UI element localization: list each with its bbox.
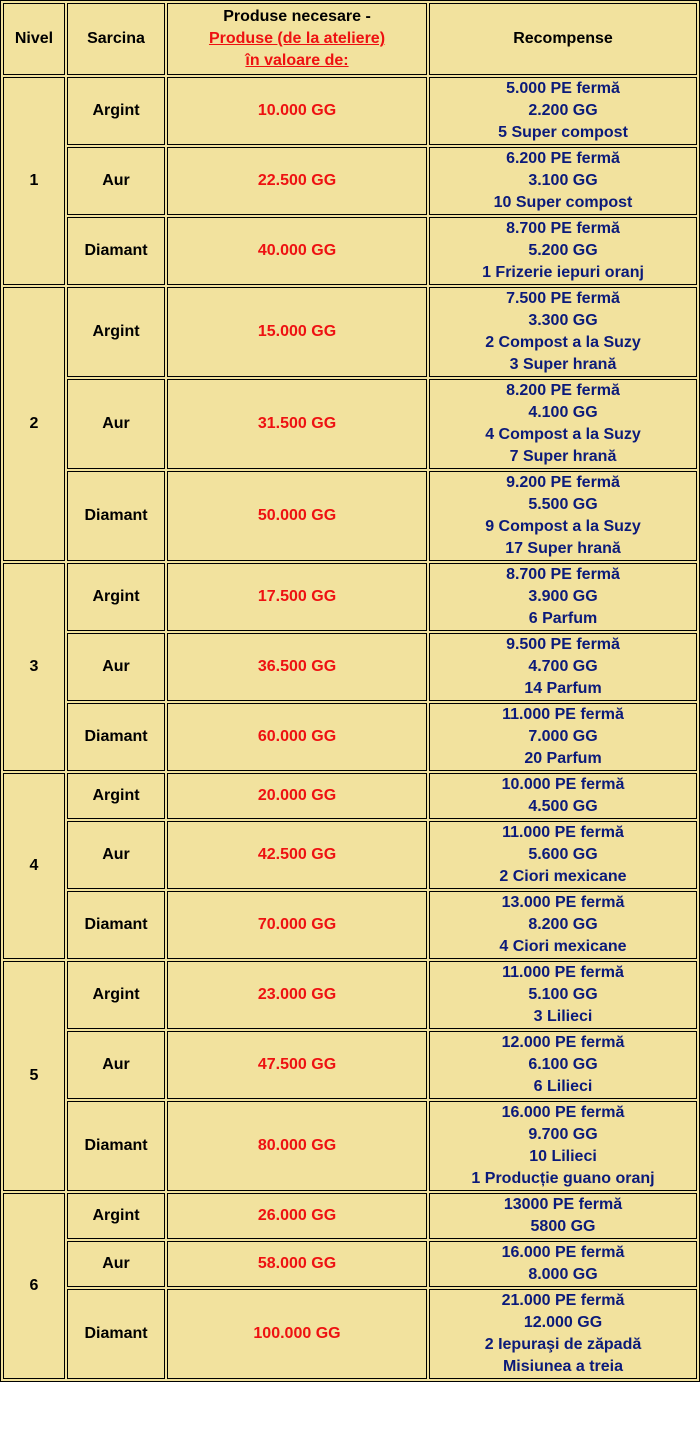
- reward-line: 5.500 GG: [528, 496, 598, 513]
- reward-line: 8.700 PE fermă: [506, 220, 620, 237]
- reward-line: 13000 PE fermă: [503, 1196, 623, 1213]
- reward-line: 8.200 PE fermă: [506, 382, 620, 399]
- table-row: [3, 77, 697, 145]
- required-value-cell: 58.000 GG: [167, 1241, 427, 1287]
- table-row: [3, 1193, 697, 1239]
- reward-line: 3.300 GG: [528, 312, 598, 329]
- task-cell: Aur: [67, 147, 165, 215]
- reward-line: 5.100 GG: [528, 986, 598, 1003]
- reward-line: 9.200 PE fermă: [506, 474, 620, 491]
- reward-line: 1 Producție guano oranj: [471, 1170, 655, 1187]
- reward-line: 1 Frizerie iepuri oranj: [482, 264, 644, 281]
- required-value-cell: 26.000 GG: [167, 1193, 427, 1239]
- reward-line: 6.200 PE fermă: [506, 150, 620, 167]
- rewards-cell: [429, 563, 697, 631]
- reward-line: 7.000 GG: [528, 728, 598, 745]
- level-cell: 5: [3, 961, 65, 1191]
- reward-line: 10.000 PE fermă: [501, 776, 625, 793]
- reward-line: 3 Lilieci: [533, 1008, 593, 1025]
- reward-line: 5.200 GG: [528, 242, 598, 259]
- required-value-cell: 22.500 GG: [167, 147, 427, 215]
- task-cell: Diamant: [67, 1101, 165, 1191]
- reward-line: 10 Super compost: [493, 194, 633, 211]
- reward-line: 14 Parfum: [524, 680, 602, 697]
- rewards-cell: [429, 961, 697, 1029]
- reward-line: 8.700 PE fermă: [506, 566, 620, 583]
- reward-line: 11.000 PE fermă: [502, 964, 624, 981]
- reward-line: 10 Lilieci: [529, 1148, 597, 1165]
- reward-line: 6 Lilieci: [533, 1078, 593, 1095]
- required-value-cell: 23.000 GG: [167, 961, 427, 1029]
- header-nivel: Nivel: [3, 3, 65, 75]
- table-row: [3, 287, 697, 377]
- task-cell: Aur: [67, 821, 165, 889]
- task-cell: Diamant: [67, 703, 165, 771]
- rewards-cell: [429, 379, 697, 469]
- header-recompense: Recompense: [429, 3, 697, 75]
- table-row: [3, 147, 697, 215]
- rewards-cell: [429, 287, 697, 377]
- reward-line: Misiunea a treia: [502, 1358, 624, 1375]
- required-value-cell: 36.500 GG: [167, 633, 427, 701]
- required-value-cell: 31.500 GG: [167, 379, 427, 469]
- reward-line: 9 Compost a la Suzy: [485, 518, 641, 535]
- table-row: [3, 703, 697, 771]
- required-value-cell: 50.000 GG: [167, 471, 427, 561]
- rewards-cell: [429, 633, 697, 701]
- task-cell: Argint: [67, 961, 165, 1029]
- reward-line: 13.000 PE fermă: [501, 894, 625, 911]
- task-cell: Argint: [67, 773, 165, 819]
- rewards-cell: [429, 77, 697, 145]
- rewards-cell: [429, 1101, 697, 1191]
- table-row: [3, 217, 697, 285]
- task-cell: Diamant: [67, 217, 165, 285]
- required-value-cell: 60.000 GG: [167, 703, 427, 771]
- header-produse-title: Produse necesare -: [223, 8, 371, 25]
- reward-line: 5.600 GG: [528, 846, 598, 863]
- reward-line: 8.000 GG: [528, 1266, 598, 1283]
- rewards-cell: [429, 703, 697, 771]
- reward-line: 20 Parfum: [524, 750, 602, 767]
- level-cell: 6: [3, 1193, 65, 1379]
- required-value-cell: 42.500 GG: [167, 821, 427, 889]
- rewards-cell: [429, 1193, 697, 1239]
- required-value-cell: 40.000 GG: [167, 217, 427, 285]
- rewards-cell: [429, 471, 697, 561]
- table-row: [3, 471, 697, 561]
- reward-line: 6.100 GG: [528, 1056, 598, 1073]
- reward-line: 4.700 GG: [528, 658, 598, 675]
- header-row: [3, 3, 697, 75]
- table-row: [3, 891, 697, 959]
- task-cell: Argint: [67, 1193, 165, 1239]
- reward-line: 2.200 GG: [528, 102, 598, 119]
- required-value-cell: 70.000 GG: [167, 891, 427, 959]
- reward-line: 21.000 PE fermă: [501, 1292, 625, 1309]
- reward-line: 16.000 PE fermă: [501, 1244, 625, 1261]
- task-cell: Aur: [67, 1241, 165, 1287]
- reward-line: 3.900 GG: [528, 588, 598, 605]
- reward-line: 7 Super hrană: [509, 448, 617, 465]
- reward-line: 4 Compost a la Suzy: [485, 426, 641, 443]
- reward-line: 5800 GG: [530, 1218, 596, 1235]
- reward-line: 11.000 PE fermă: [502, 706, 624, 723]
- task-cell: Diamant: [67, 471, 165, 561]
- header-produse-sub1: Produse (de la ateliere): [208, 30, 386, 47]
- table-row: [3, 1101, 697, 1191]
- rewards-cell: [429, 891, 697, 959]
- header-produse: [167, 3, 427, 75]
- required-value-cell: 47.500 GG: [167, 1031, 427, 1099]
- reward-line: 5.000 PE fermă: [506, 80, 620, 97]
- task-cell: Argint: [67, 563, 165, 631]
- reward-line: 4.500 GG: [528, 798, 598, 815]
- reward-line: 2 Compost a la Suzy: [485, 334, 641, 351]
- reward-line: 8.200 GG: [528, 916, 598, 933]
- header-sarcina: Sarcina: [67, 3, 165, 75]
- reward-line: 5 Super compost: [498, 124, 628, 141]
- rewards-cell: [429, 821, 697, 889]
- reward-line: 6 Parfum: [528, 610, 598, 627]
- reward-line: 12.000 PE fermă: [501, 1034, 625, 1051]
- reward-line: 12.000 GG: [523, 1314, 603, 1331]
- table-row: [3, 563, 697, 631]
- reward-line: 9.500 PE fermă: [506, 636, 620, 653]
- required-value-cell: 15.000 GG: [167, 287, 427, 377]
- task-cell: Aur: [67, 379, 165, 469]
- task-cell: Diamant: [67, 891, 165, 959]
- table-row: [3, 1289, 697, 1379]
- required-value-cell: 80.000 GG: [167, 1101, 427, 1191]
- required-value-cell: 100.000 GG: [167, 1289, 427, 1379]
- reward-line: 16.000 PE fermă: [501, 1104, 625, 1121]
- table-row: [3, 1241, 697, 1287]
- reward-line: 2 Iepuraşi de zăpadă: [484, 1336, 642, 1353]
- rewards-cell: [429, 1241, 697, 1287]
- table-row: [3, 821, 697, 889]
- table-row: [3, 1031, 697, 1099]
- reward-line: 3.100 GG: [528, 172, 598, 189]
- level-cell: 1: [3, 77, 65, 285]
- reward-line: 9.700 GG: [528, 1126, 598, 1143]
- rewards-cell: [429, 773, 697, 819]
- table-row: [3, 633, 697, 701]
- header-produse-sub2: în valoare de:: [245, 52, 349, 69]
- level-cell: 3: [3, 563, 65, 771]
- rewards-cell: [429, 1031, 697, 1099]
- reward-line: 7.500 PE fermă: [506, 290, 620, 307]
- reward-line: 11.000 PE fermă: [502, 824, 624, 841]
- task-cell: Diamant: [67, 1289, 165, 1379]
- task-cell: Aur: [67, 1031, 165, 1099]
- quest-table-body: [3, 77, 697, 1379]
- reward-line: 2 Ciori mexicane: [499, 868, 627, 885]
- rewards-cell: [429, 1289, 697, 1379]
- task-cell: Argint: [67, 77, 165, 145]
- table-row: [3, 773, 697, 819]
- task-cell: Aur: [67, 633, 165, 701]
- reward-line: 4 Ciori mexicane: [499, 938, 627, 955]
- task-cell: Argint: [67, 287, 165, 377]
- table-row: [3, 379, 697, 469]
- level-cell: 2: [3, 287, 65, 561]
- level-cell: 4: [3, 773, 65, 959]
- table-row: [3, 961, 697, 1029]
- reward-line: 17 Super hrană: [505, 540, 621, 557]
- reward-line: 3 Super hrană: [509, 356, 617, 373]
- rewards-cell: [429, 147, 697, 215]
- required-value-cell: 17.500 GG: [167, 563, 427, 631]
- rewards-cell: [429, 217, 697, 285]
- reward-line: 4.100 GG: [528, 404, 598, 421]
- required-value-cell: 20.000 GG: [167, 773, 427, 819]
- required-value-cell: 10.000 GG: [167, 77, 427, 145]
